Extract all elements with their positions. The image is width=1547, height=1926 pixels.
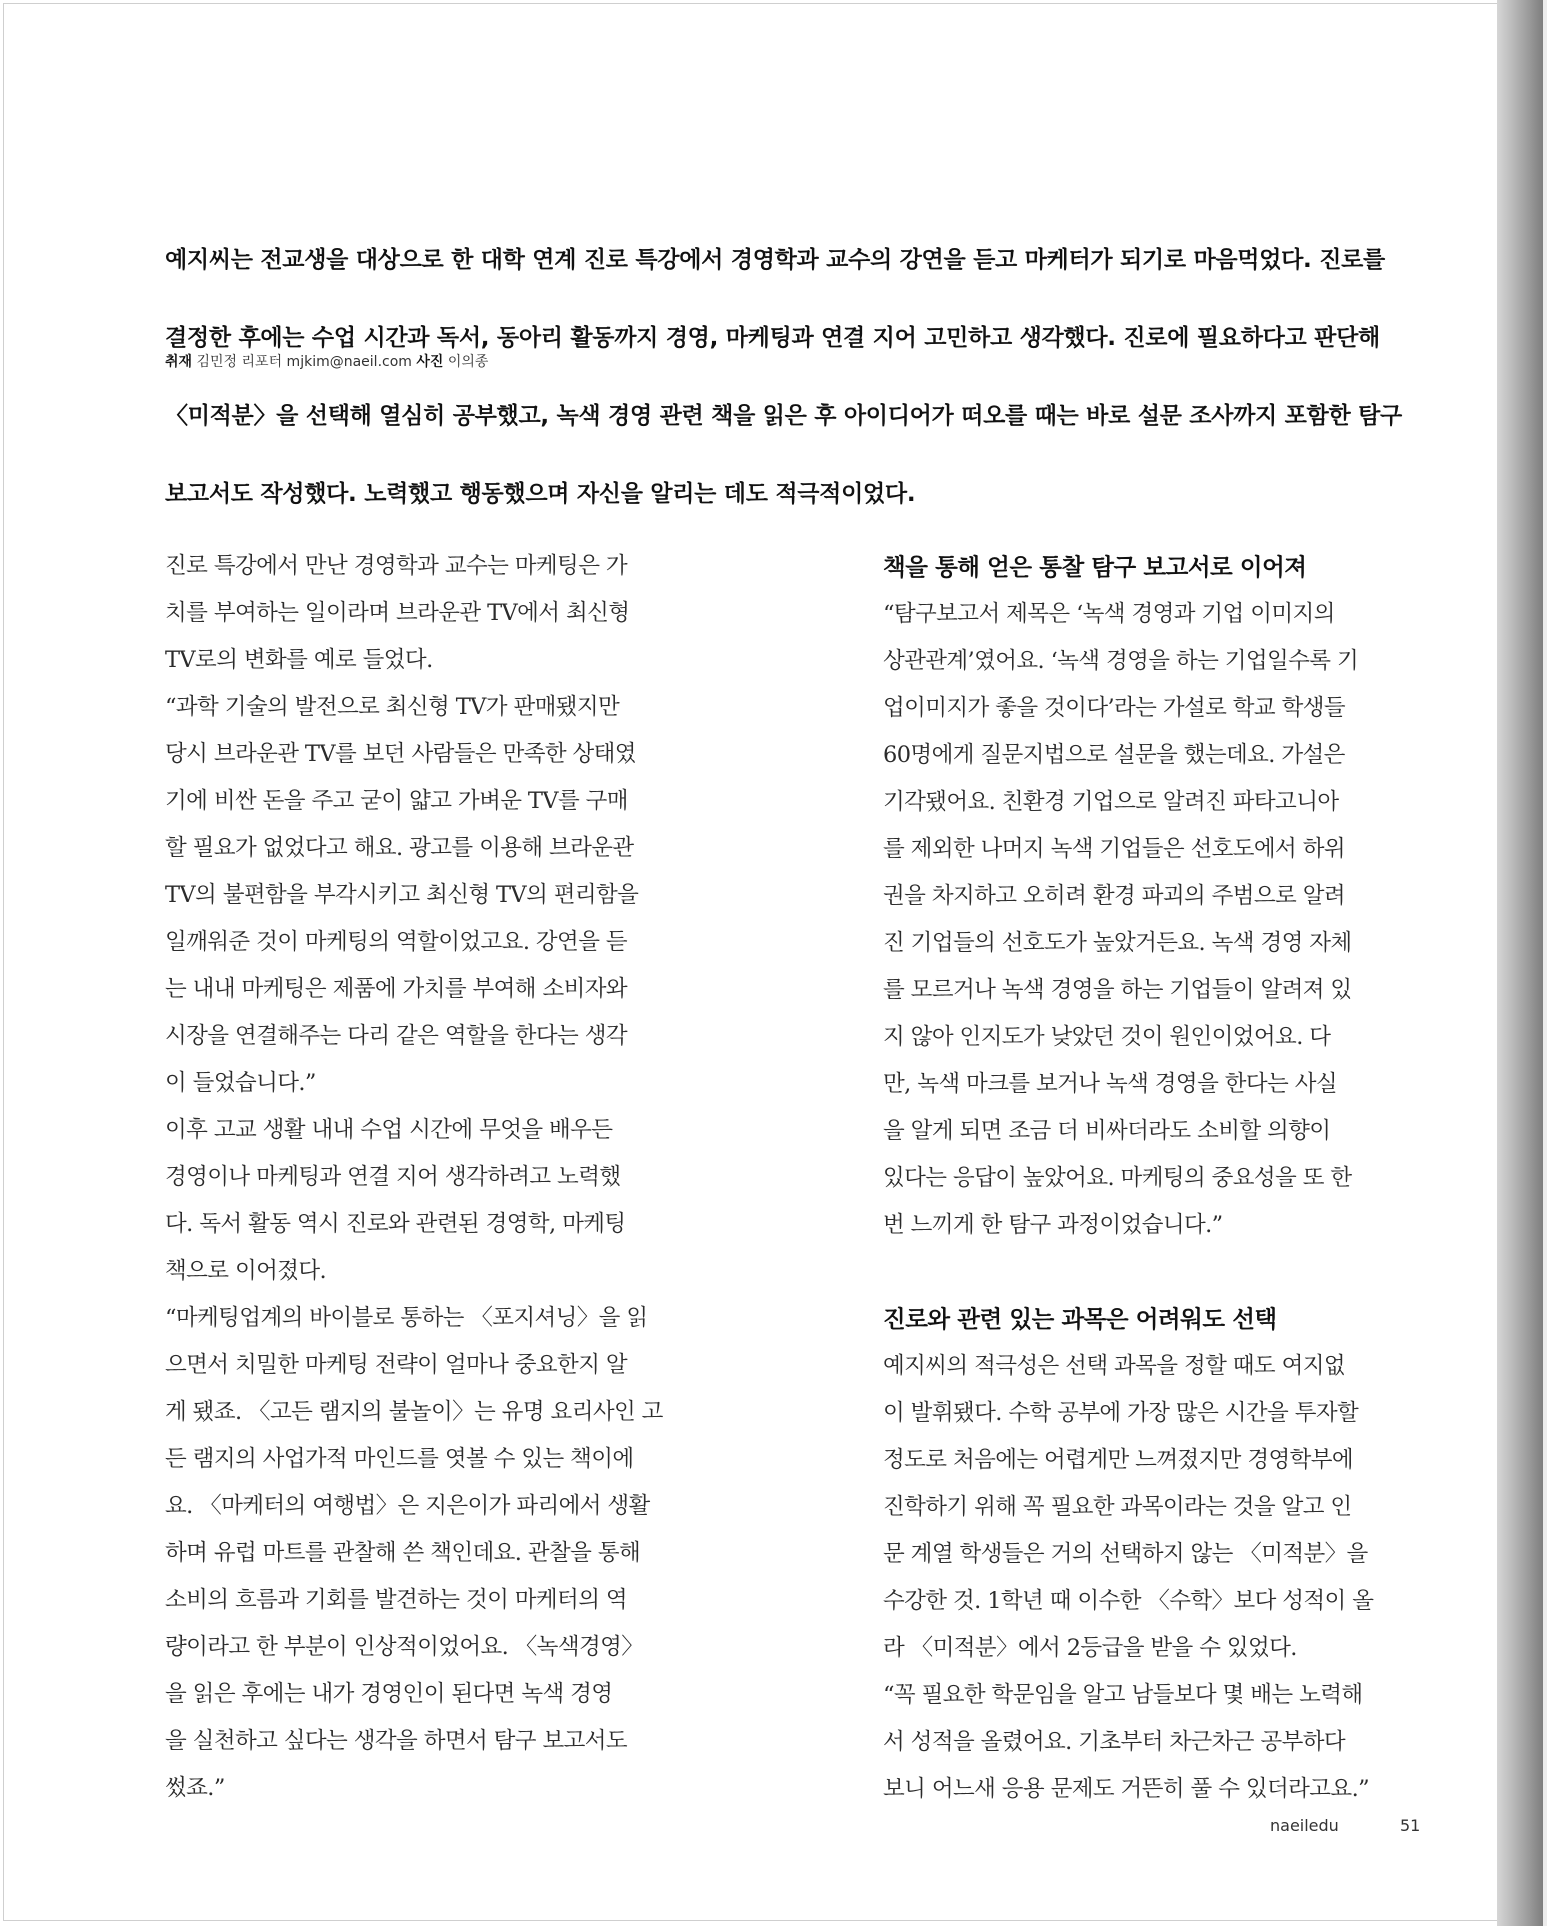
page-spine-shadow (1497, 0, 1543, 1926)
page-spine-edge (1543, 0, 1547, 1926)
byline-credit (165, 352, 1065, 372)
right-paragraph-subject-2: “꼭 필요한 학문임을 알고 남들보다 몇 배는 노력해 서 성적을 올렸어요. 기초부터 차근차근 공부하다 보니 어느새 응용 문제도 거뜬히 풀 수 있더라고요.” (883, 1682, 1370, 1802)
page-number: 51 (1400, 1816, 1421, 1835)
lead-line-1: 예지씨는 전교생을 대상으로 한 대학 연계 진로 특강에서 경영학과 교수의 강연을 듣고 마케터가 되기로 마음먹었다. 진로를 (165, 247, 1385, 273)
left-paragraph-1: 진로 특강에서 만난 경영학과 교수는 마케팅은 가 치를 부여하는 일이라며 브라운관 TV에서 최신형 TV로의 변화를 예로 들었다. (165, 553, 630, 673)
lead-line-3: 〈미적분〉을 선택해 열심히 공부했고, 녹색 경영 관련 책을 읽은 후 아이디어가 떠오를 때는 바로 설문 조사까지 포함한 탐구 (165, 403, 1402, 429)
lead-line-2: 결정한 후에는 수업 시간과 독서, 동아리 활동까지 경영, 마케팅과 연결 지어 고민하고 생각했다. 진로에 필요하다고 판단해 (165, 325, 1380, 351)
right-column (883, 544, 1423, 1813)
section-spacer (883, 1249, 1423, 1296)
left-paragraph-2: “과학 기술의 발전으로 최신형 TV가 판매됐지만 당시 브라운관 TV를 보던 사람들은 만족한 상태였 기에 비싼 돈을 주고 굳이 얇고 가벼운 TV를 구매 할 필요가 없었다고 해요. 광고를 이용해 브라운관 TV의 불편함을 부각시키고 최신형 TV의 편리함을 일깨워준 것이 마케팅의 역할이었고요. 강연을 듣 는 내내 마케팅은 제품에 가치를 부여해 소비자와 시장을 연결해주는 다리 같은 역할을 한다는 생각 이 들었습니다.” (165, 694, 639, 1096)
left-column (165, 543, 708, 1812)
lead-line-4: 보고서도 작성했다. 노력했고 행동했으며 자신을 알리는 데도 적극적이었다. (165, 481, 916, 507)
credit-reporter: 김민정 리포터 mjkim@naeil.com (192, 354, 417, 370)
section-heading-report: 책을 통해 얻은 통찰 탐구 보고서로 이어져 (883, 553, 1307, 581)
credit-label-reporting: 취재 (165, 354, 193, 370)
credit-photographer: 이의종 (443, 354, 489, 370)
right-paragraph-report: “탐구보고서 제목은 ‘녹색 경영과 기업 이미지의 상관관계’였어요. ‘녹색 경영을 하는 기업일수록 기 업이미지가 좋을 것이다’라는 가설로 학교 학생들 60명에게 질문지법으로 설문을 했는데요. 가설은 기각됐어요. 친환경 기업으로 알려진 파타고니아 를 제외한 나머지 녹색 기업들은 선호도에서 하위 권을 차지하고 오히려 환경 파괴의 주범으로 알려 진 기업들의 선호도가 높았거든요. 녹색 경영 자체 를 모르거나 녹색 경영을 하는 기업들이 알려져 있 지 않아 인지도가 낮았던 것이 원인이었어요. 다 만, 녹색 마크를 보거나 녹색 경영을 한다는 사실 을 알게 되면 조금 더 비싸더라도 소비할 의향이 있다는 응답이 높았어요. 마케팅의 중요성을 또 한 번 느끼게 한 탐구 과정이었습니다.” (883, 601, 1359, 1238)
credit-label-photo: 사진 (416, 354, 444, 370)
left-paragraph-3: 이후 고교 생활 내내 수업 시간에 무엇을 배우든 경영이나 마케팅과 연결 지어 생각하려고 노력했 다. 독서 활동 역시 진로와 관련된 경영학, 마케팅 책으로 이어졌다. (165, 1117, 626, 1284)
footer-brand: naeiledu (1270, 1816, 1339, 1835)
right-paragraph-subject-1: 예지씨의 적극성은 선택 과목을 정할 때도 여지없 이 발휘됐다. 수학 공부에 가장 많은 시간을 투자할 정도로 처음에는 어렵게만 느껴졌지만 경영학부에 진학하기 위해 꼭 필요한 과목이라는 것을 알고 인 문 계열 학생들은 거의 선택하지 않는 〈미적분〉을 수강한 것. 1학년 때 이수한 〈수학〉보다 성적이 올 라 〈미적분〉에서 2등급을 받을 수 있었다. (883, 1353, 1374, 1661)
section-heading-subject: 진로와 관련 있는 과목은 어려워도 선택 (883, 1305, 1277, 1333)
left-paragraph-4: “마케팅업계의 바이블로 통하는 〈포지셔닝〉을 읽 으면서 치밀한 마케팅 전략이 얼마나 중요한지 알 게 됐죠. 〈고든 램지의 불놀이〉는 유명 요리사인 고 든 램지의 사업가적 마인드를 엿볼 수 있는 책이에 요. 〈마케터의 여행법〉은 지은이가 파리에서 생활 하며 유럽 마트를 관찰해 쓴 책인데요. 관찰을 통해 소비의 흐름과 기회를 발견하는 것이 마케터의 역 량이라고 한 부분이 인상적이었어요. 〈녹색경영〉 을 읽은 후에는 내가 경영인이 된다면 녹색 경영 을 실천하고 싶다는 생각을 하면서 탐구 보고서도 썼죠.” (165, 1305, 663, 1801)
